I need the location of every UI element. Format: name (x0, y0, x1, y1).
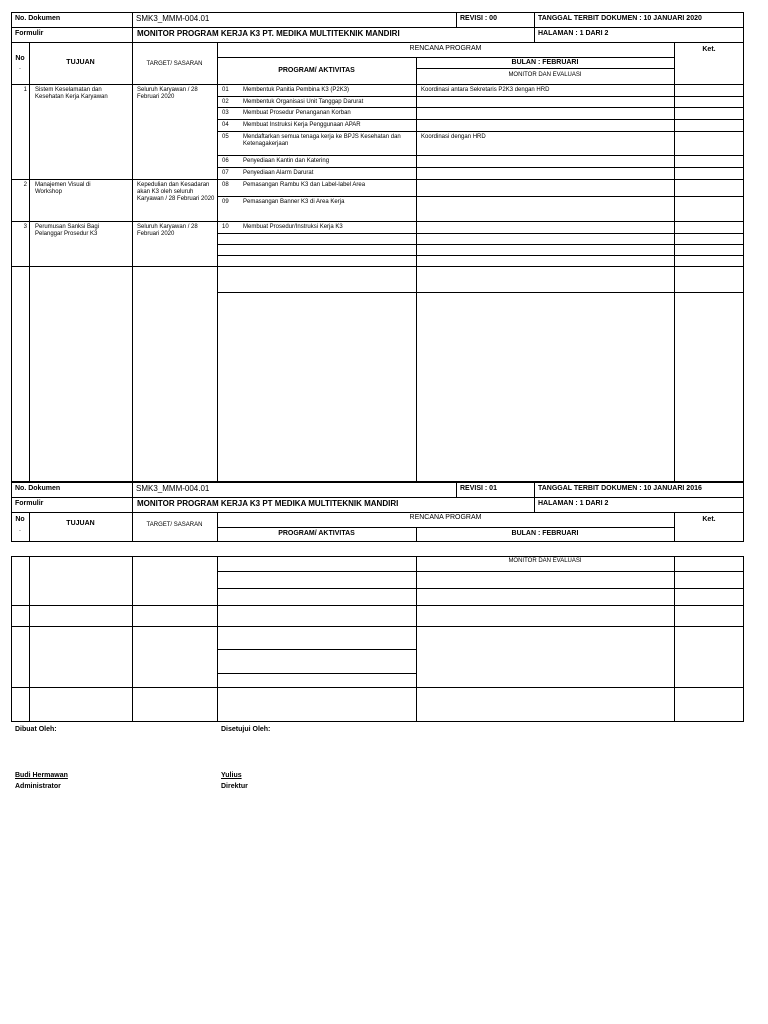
no-dokumen-label: No. Dokumen (15, 485, 61, 492)
row-target: Kepedulian dan Kesadaran akan K3 oleh seluruh Karyawan / 28 Februari 2020 (137, 182, 215, 202)
activity-num: 02 (222, 99, 229, 105)
revisi: REVISI : 00 (460, 15, 497, 22)
col-bulan: BULAN : FEBRUARI (511, 59, 579, 66)
col-no-dot: . (19, 526, 21, 533)
no-dokumen-label: No. Dokumen (15, 15, 61, 22)
dibuat-oleh-label: Dibuat Oleh: (15, 726, 57, 733)
col-monitor-evaluasi: MONITOR DAN EVALUASI (508, 72, 582, 78)
activity-text: Mendaftarkan semua tenaga kerja ke BPJS Kesehatan dan Ketenagakerjaan (243, 134, 401, 147)
row-tujuan: Sistem Keselamatan dan Kesehatan Kerja Karyawan (35, 87, 108, 100)
revisi: REVISI : 01 (460, 485, 497, 492)
activity-num: 04 (222, 122, 229, 128)
tanggal-terbit: TANGGAL TERBIT DOKUMEN : 10 JANUARI 2016 (538, 485, 702, 492)
col-no: No (15, 55, 25, 62)
activity-text: Membuat Prosedur/Instruksi Kerja K3 (243, 224, 343, 230)
no-dokumen-value: SMK3_MMM-004.01 (136, 14, 210, 23)
activity-num: 06 (222, 158, 229, 164)
col-tujuan: TUJUAN (66, 59, 95, 66)
col-tujuan: TUJUAN (66, 520, 95, 527)
col-ket: Ket. (702, 46, 716, 53)
row-no: 2 (23, 182, 27, 188)
col-program-aktivitas: PROGRAM/ AKTIVITAS (278, 67, 355, 74)
row-tujuan: Perumusan Sanksi Bagi Pelanggar Prosedur K3 (35, 224, 100, 237)
col-target: TARGET/ SASARAN (146, 61, 203, 67)
col-monitor-evaluasi: MONITOR DAN EVALUASI (508, 558, 582, 564)
activity-monitor: Koordinasi dengan HRD (421, 134, 486, 140)
no-dokumen-value: SMK3_MMM-004.01 (136, 484, 210, 493)
activity-num: 09 (222, 199, 229, 205)
activity-text: Membentuk Panitia Pembina K3 (P2K3) (243, 87, 350, 93)
activity-text: Membentuk Organisasi Unit Tanggap Darurat (243, 99, 364, 105)
col-rencana-program: RENCANA PROGRAM (409, 45, 482, 52)
row-no: 1 (23, 87, 27, 93)
activity-num: 07 (222, 170, 229, 176)
col-rencana-program: RENCANA PROGRAM (409, 514, 482, 521)
activity-text: Pemasangan Rambu K3 dan Label-label Area (243, 182, 366, 188)
dibuat-role: Administrator (15, 783, 61, 790)
activity-text: Membuat Prosedur Penanganan Korban (243, 110, 351, 116)
col-no-dot: . (19, 64, 21, 71)
disetujui-oleh-label: Disetujui Oleh: (221, 726, 271, 733)
row-tujuan: Manajemen Visual di Workshop (35, 182, 91, 195)
halaman: HALAMAN : 1 DARI 2 (538, 30, 609, 37)
activity-num: 08 (222, 182, 229, 188)
row-target: Seluruh Karyawan / 28 Februari 2020 (137, 87, 198, 100)
tanggal-terbit: TANGGAL TERBIT DOKUMEN : 10 JANUARI 2020 (538, 15, 702, 22)
dibuat-name: Budi Hermawan (15, 772, 68, 779)
col-no: No (15, 516, 25, 523)
col-target: TARGET/ SASARAN (146, 522, 203, 528)
activity-num: 10 (222, 224, 229, 230)
disetujui-role: Direktur (221, 783, 248, 790)
formulir-label: Formulir (15, 500, 44, 507)
halaman: HALAMAN : 1 DARI 2 (538, 500, 609, 507)
formulir-label: Formulir (15, 30, 44, 37)
col-ket: Ket. (702, 516, 716, 523)
activity-num: 05 (222, 134, 229, 140)
activity-text: Membuat Instruksi Kerja Penggunaan APAR (243, 122, 361, 128)
row-no: 3 (23, 224, 27, 230)
col-program-aktivitas: PROGRAM/ AKTIVITAS (278, 530, 355, 537)
activity-num: 03 (222, 110, 229, 116)
activity-num: 01 (222, 87, 229, 93)
page-title: MONITOR PROGRAM KERJA K3 PT. MEDIKA MULTITEKNIK MANDIRI (137, 29, 400, 38)
activity-text: Pemasangan Banner K3 di Area Kerja (243, 199, 345, 205)
activity-text: Penyediaan Kantin dan Katering (243, 158, 330, 164)
page-title: MONITOR PROGRAM KERJA K3 PT MEDIKA MULTITEKNIK MANDIRI (137, 499, 399, 508)
disetujui-name: Yulius (221, 772, 242, 779)
activity-text: Penyediaan Alarm Darurat (243, 170, 314, 176)
row-target: Seluruh Karyawan / 28 Februari 2020 (137, 224, 198, 237)
activity-monitor: Koordinasi antara Sekretaris P2K3 dengan HRD (421, 87, 550, 93)
col-bulan: BULAN : FEBRUARI (511, 530, 579, 537)
